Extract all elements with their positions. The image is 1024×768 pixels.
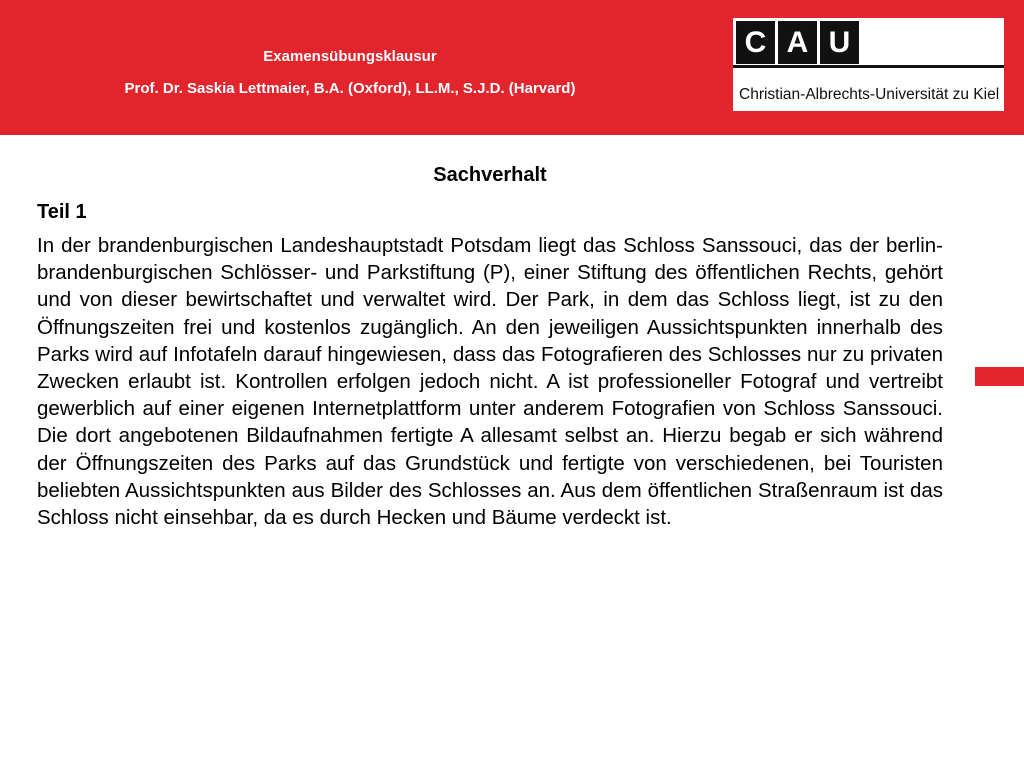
university-name: Christian-Albrechts-Universität zu Kiel [739, 86, 1000, 103]
part-title: Teil 1 [37, 201, 87, 223]
logo-divider [733, 65, 1004, 68]
cau-logo [733, 18, 1004, 111]
case-paragraph: In der brandenburgischen Landeshauptstadt Potsdam liegt das Schloss Sanssouci, das der berlin-brandenburgischen Schlösser- und Parkstiftung (P), einer Stiftung des öffentlichen Rechts, gehört und von dieser bewirtschaftet und verwaltet wird. Der Park, in dem das Schloss liegt, ist zu den Öffnungszeiten frei und kostenlos zugänglich. An den jeweiligen Aussichtspunkten innerhalb des Parks wird auf Infotafeln darauf hingewiesen, dass das Fotografieren des Schlosses nur zu privaten Zwecken erlaubt ist. Kontrollen erfolgen jedoch nicht. A ist professioneller Fotograf und vertreibt gewerblich auf einer eigenen Internetplattform unter anderem Fotografien von Schloss Sanssouci. Die dort angebotenen Bildaufnahmen fertigte A allesamt selbst an. Hierzu begab er sich während der Öffnungszeiten des Parks auf das Grundstück und fertigte von verschiedenen, bei Touristen beliebten Aussichtspunkten aus Bilder des Schlosses an. Aus dem öffentlichen Straßenraum ist das Schloss nicht einsehbar, da es durch Hecken und Bäume verdeckt ist. [37, 234, 943, 530]
side-accent-tab [975, 367, 1024, 386]
professor-line: Prof. Dr. Saskia Lettmaier, B.A. (Oxford), LL.M., S.J.D. (Harvard) [124, 80, 576, 97]
logo-letter-boxes [736, 21, 862, 64]
section-title: Sachverhalt [433, 164, 547, 186]
exam-title: Examensübungsklausur [263, 48, 437, 65]
logo-letter-a: A [778, 21, 817, 64]
header-banner [0, 0, 1024, 135]
logo-letter-u: U [820, 21, 859, 64]
main-content [37, 160, 943, 531]
logo-letter-c: C [736, 21, 775, 64]
